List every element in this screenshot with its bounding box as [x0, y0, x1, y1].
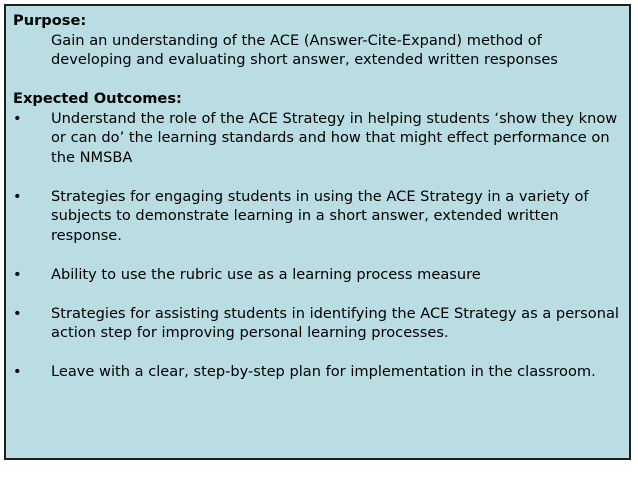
outcome-text: Strategies for assisting students in identifying the ACE Strategy as a personal action step for improving personal learning processes.: [51, 304, 619, 341]
list-item: [13, 265, 621, 285]
outcomes-heading: Expected Outcomes:: [13, 90, 182, 107]
bullet: •: [13, 265, 22, 283]
purpose-heading: Purpose:: [13, 12, 87, 29]
list-item: [13, 187, 621, 246]
list-item: [13, 362, 621, 382]
bullet: •: [13, 363, 22, 380]
outcome-text: Understand the role of the ACE Strategy in helping students ‘show they know or can do’ the learning standards and how that might effect performance on the NMSBA: [51, 109, 618, 166]
bullet: •: [13, 304, 22, 322]
section-spacer: [13, 70, 621, 90]
outcomes-list: [13, 109, 621, 382]
purpose-text: Gain an understanding of the ACE (Answer-Cite-Expand) method of developing and evaluating short answer, extended written responses: [51, 31, 558, 68]
bullet: •: [13, 109, 22, 127]
list-item: [13, 109, 621, 168]
content-box: [4, 4, 631, 460]
outcome-text: Strategies for engaging students in using the ACE Strategy in a variety of subjects to demonstrate learning in a short answer, extended written response.: [51, 187, 589, 244]
bullet: •: [13, 187, 22, 205]
outcome-text: Ability to use the rubric use as a learning process measure: [51, 265, 481, 283]
list-item: [13, 304, 621, 343]
outcome-text: Leave with a clear, step-by-step plan for implementation in the classroom.: [51, 363, 596, 380]
